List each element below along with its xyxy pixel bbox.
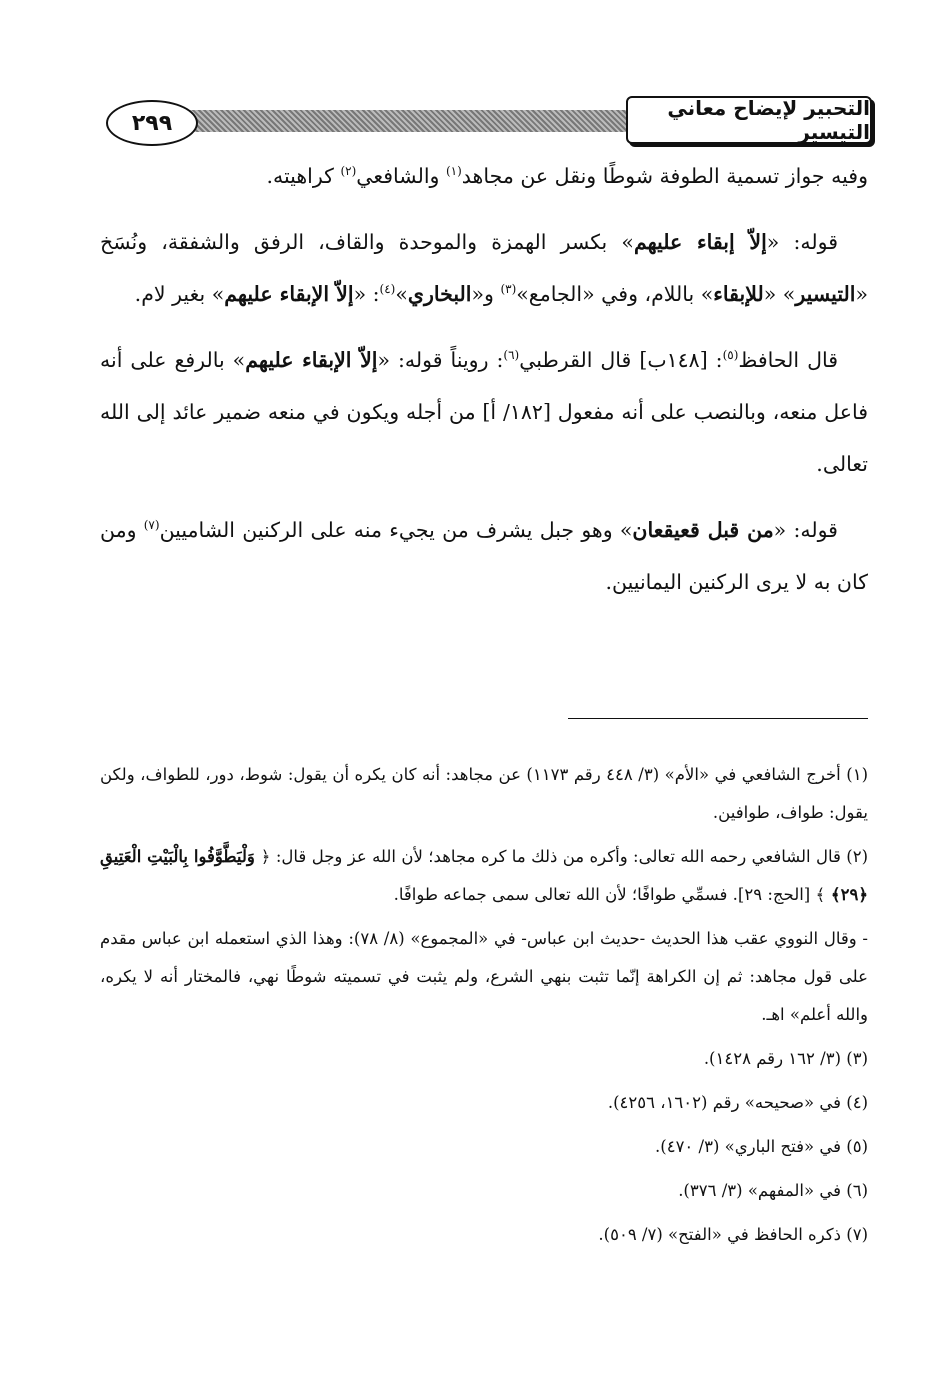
p4-text-c: ومن كان به لا يرى الركنين اليمانيين.: [100, 518, 868, 594]
footnote-1: (١) أخرج الشافعي في «الأم» (٣/ ٤٤٨ رقم ١١٧٣) عن مجاهد: أنه كان يكره أن يقول: شوط، دور، للطواف، ولكن يقول: طواف، طوافين.: [100, 765, 868, 822]
footnote-6: (٦) في «المفهم» (٣/ ٣٧٦).: [678, 1181, 868, 1200]
p2-text-h: » بغير لام.: [134, 282, 225, 306]
footnote-ref-2: (٢): [340, 164, 357, 179]
footnote-2-text-b: ﴾ [الحج: ٢٩]. فسمِّي طوافًا؛ لأن الله تعالى سمى جماعه طوافًا.: [393, 885, 826, 904]
p4-text-a: قوله: «: [773, 518, 838, 542]
p2-text-f: »: [395, 282, 408, 306]
p3-bold-a: إلاّ الإبقاء عليهم: [245, 348, 378, 372]
p2-bold-a: إلاّ إبقاء عليهم: [633, 230, 767, 254]
p1-text-b: والشافعي: [356, 164, 446, 188]
p2-text-a: قوله: «: [766, 230, 839, 254]
p2-text-b: » بكسر الهمزة والموحدة والقاف، الرفق والشفقة، ونُسَخ «: [100, 230, 868, 306]
p2-text-d: » باللام، وفي «الجامع»: [516, 282, 714, 306]
footnote-7: (٧) ذكره الحافظ في «الفتح» (٧/ ٥٠٩).: [598, 1225, 868, 1244]
p4-bold-a: من قبل قعيقعان: [632, 518, 774, 542]
book-title: التحبير لإيضاح معاني التيسير: [626, 96, 872, 144]
footnote-divider: [568, 718, 868, 719]
p1-text-c: كراهيته.: [266, 164, 341, 188]
p2-bold-d: البخاري: [407, 282, 472, 306]
p2-text-g: : «: [353, 282, 380, 306]
page-number: ٢٩٩: [106, 100, 198, 146]
footnotes: [100, 756, 868, 1260]
footnote-2: [100, 838, 868, 914]
p3-text-c: : رويناً قوله: «: [377, 348, 504, 372]
p2-bold-c: للإبقاء: [713, 282, 764, 306]
p3-text-b: : [١٤٨ب] قال القرطبي: [519, 348, 723, 372]
footnote-3: (٣) (٣/ ١٦٢ رقم ١٤٢٨).: [703, 1049, 868, 1068]
paragraph-3: [100, 334, 868, 490]
footnote-5: (٥) في «فتح الباري» (٣/ ٤٧٠).: [655, 1137, 868, 1156]
footnote-ref-7: (٧): [143, 518, 160, 533]
page-header: [100, 96, 872, 152]
footnote-4: (٤) في «صحيحه» رقم (١٦٠٢، ٤٢٥٦).: [607, 1093, 868, 1112]
footnote-ref-1: (١): [445, 164, 462, 179]
footnote-ref-5: (٥): [722, 348, 739, 363]
p3-text-a: قال الحافظ: [738, 348, 839, 372]
footnote-ref-4: (٤): [379, 282, 396, 297]
p3-text-d: » بالرفع على أنه فاعل منعه، وبالنصب على أنه مفعول [١٨٢/ أ] من أجله ويكون في منعه ضمير عائد إلى الله تعالى.: [100, 348, 868, 476]
p4-text-b: » وهو جبل يشرف من يجيء منه على الركنين الشاميين: [159, 518, 633, 542]
p2-bold-b: التيسير: [795, 282, 856, 306]
p2-bold-e: إلاّ الإبقاء عليهم: [224, 282, 354, 306]
footnote-ref-6: (٦): [503, 348, 520, 363]
footnote-2-continuation: - وقال النووي عقب هذا الحديث -حديث ابن عباس- في «المجموع» (٨/ ٧٨): وهذا الذي استعمله ابن عباس مقدم على قول مجاهد: ثم إن الكراهة إنّما تثبت بنهي الشرع، ولم يثبت في تسميته شوطًا نهي، فالمختار أنه لا يكره، والله أعلم» اهـ.: [100, 929, 868, 1024]
footnote-2-quran-verse: وَلْيَطَّوَّفُوا بِالْبَيْتِ الْعَتِيقِ ﴿٢٩﴾: [100, 847, 868, 904]
p1-text-a: وفيه جواز تسمية الطوفة شوطًا ونقل عن مجاهد: [461, 164, 868, 188]
p2-text-c: » «: [763, 282, 796, 306]
paragraph-2: [100, 216, 868, 320]
main-text: [100, 150, 868, 622]
p2-text-e: و«: [471, 282, 501, 306]
footnote-ref-3: (٣): [500, 282, 517, 297]
paragraph-1: [100, 150, 868, 202]
footnote-2-text-a: (٢) قال الشافعي رحمه الله تعالى: وأكره من ذلك ما كره مجاهد؛ لأن الله عز وجل قال: ﴿: [260, 847, 868, 866]
paragraph-4: [100, 504, 868, 608]
